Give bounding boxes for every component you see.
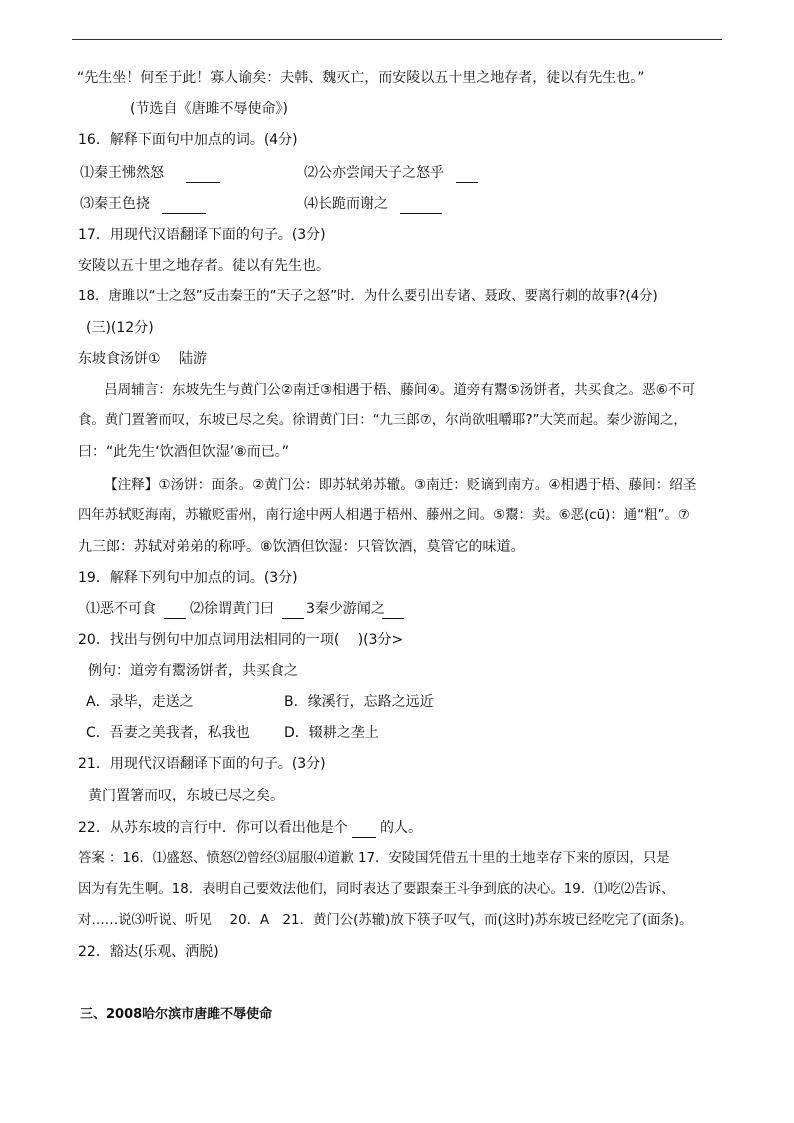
q16-answer-blank-4[interactable] <box>400 201 442 214</box>
question-22-end: 的人。 <box>380 820 422 836</box>
q19-answer-blank-2[interactable] <box>282 606 304 619</box>
annotation-line: 九三郎：苏轼对弟弟的称呼。⑧饮酒但饮湿：只管饮酒，莫管它的味道。 <box>78 539 525 555</box>
q16-answer-blank-2[interactable] <box>456 170 478 183</box>
answer-line: 对……说⑶听说、听见 20．A 21．黄门公(苏辙)放下筷子叹气，而(这时)苏东坡已经吃完了(面条)。 <box>78 913 693 928</box>
q19-item-2: ⑵徐谓黄门曰 <box>190 601 274 617</box>
section-3-header: (三)(12分) <box>86 320 154 336</box>
q19-item-1: ⑴恶不可食 <box>86 601 156 617</box>
q16-item-2: ⑵公亦尝闻天子之怒乎 <box>304 165 444 181</box>
passage-line: 曰：“此先生‘饮酒但饮湿’⑧而已。” <box>78 444 289 460</box>
answer-line: 答案 ：16．⑴盛怒、愤怒⑵曾经⑶屈服⑷道歉 17．安陵国凭借五十里的土地幸存下来的原因，只是 <box>78 851 670 866</box>
q16-answer-blank-3[interactable] <box>162 201 206 214</box>
q22-answer-blank[interactable] <box>352 825 376 838</box>
answer-line: 因为有先生啊。18．表明自己要效法他们，同时表达了要跟秦王斗争到底的决心。19．⑴吃⑵告诉、 <box>78 882 675 897</box>
q16-item-1: ⑴秦王怫然怒 <box>80 165 164 181</box>
passage-line: “先生坐！何至于此！寡人谕矣：夫韩、魏灭亡，而安陵以五十里之地存者，徒以有先生也。” <box>77 70 645 86</box>
q19-answer-blank-3[interactable] <box>382 606 404 619</box>
q21-sentence: 黄门置箸而叹，东坡已尽之矣。 <box>88 788 284 804</box>
q16-item-4: ⑷长跪而谢之 <box>304 196 388 212</box>
q20-option-d[interactable]: D．辍耕之垄上 <box>284 725 379 741</box>
section-heading: 三、2008哈尔滨市唐雎不辱使命 <box>80 1007 273 1022</box>
passage-line: 吕周辅言：东坡先生与黄门公②南迁③相遇于梧、藤间④。道旁有鬻⑤汤饼者，共买食之。恶⑥不可 <box>104 382 696 398</box>
q20-option-c[interactable]: C．吾妻之美我者，私我也 <box>86 725 250 741</box>
q20-option-b[interactable]: B．缘溪行，忘路之远近 <box>284 694 434 710</box>
q19-item-3: 3秦少游闻之 <box>306 601 385 617</box>
annotation-line: 四年苏轼贬海南，苏辙贬雷州，南行途中两人相遇于梧州、藤州之间。⑤鬻：卖。⑥恶(cū)：通“粗”。⑦ <box>78 508 690 523</box>
answer-line: 22．豁达(乐观、洒脱) <box>78 944 219 960</box>
q20-option-a[interactable]: A．录毕，走送之 <box>86 694 194 710</box>
passage-line: 食。黄门置箸而叹，东坡已尽之矣。徐谓黄门曰：“九三郎⑦，尔尚欲咀嚼耶?”大笑而起。秦少游闻之， <box>78 413 687 428</box>
q19-answer-blank-1[interactable] <box>164 606 186 619</box>
q16-answer-blank-1[interactable] <box>186 170 220 183</box>
question-19: 19．解释下列句中加点的词。(3分) <box>78 570 298 586</box>
question-20: 20．找出与例句中加点词用法相同的一项( )(3分> <box>78 632 404 648</box>
passage-title: 东坡食汤饼① 陆游 <box>78 351 208 367</box>
question-17: 17．用现代汉语翻译下面的句子。(3分) <box>78 227 326 243</box>
question-22: 22．从苏东坡的言行中．你可以看出他是个 <box>78 820 348 836</box>
header-rule <box>72 39 722 40</box>
q16-item-3: ⑶秦王色挠 <box>80 196 150 212</box>
question-16: 16．解释下面句中加点的词。(4分) <box>78 132 298 148</box>
annotation-line: 【注释】①汤饼：面条。②黄门公：即苏轼弟苏辙。③南迁：贬谪到南方。④相遇于梧、藤间：绍圣 <box>104 477 697 493</box>
source-note: (节选自《唐雎不辱使命》) <box>130 101 288 117</box>
q20-example: 例句：道旁有鬻汤饼者，共买食之 <box>88 663 298 679</box>
question-21: 21．用现代汉语翻译下面的句子。(3分) <box>78 756 326 772</box>
question-18: 18．唐雎以“士之怒”反击秦王的“天子之怒”时．为什么要引出专诸、聂政、要离行刺的故事?(4分) <box>78 289 658 304</box>
q17-sentence: 安陵以五十里之地存者。徒以有先生也。 <box>78 258 330 274</box>
